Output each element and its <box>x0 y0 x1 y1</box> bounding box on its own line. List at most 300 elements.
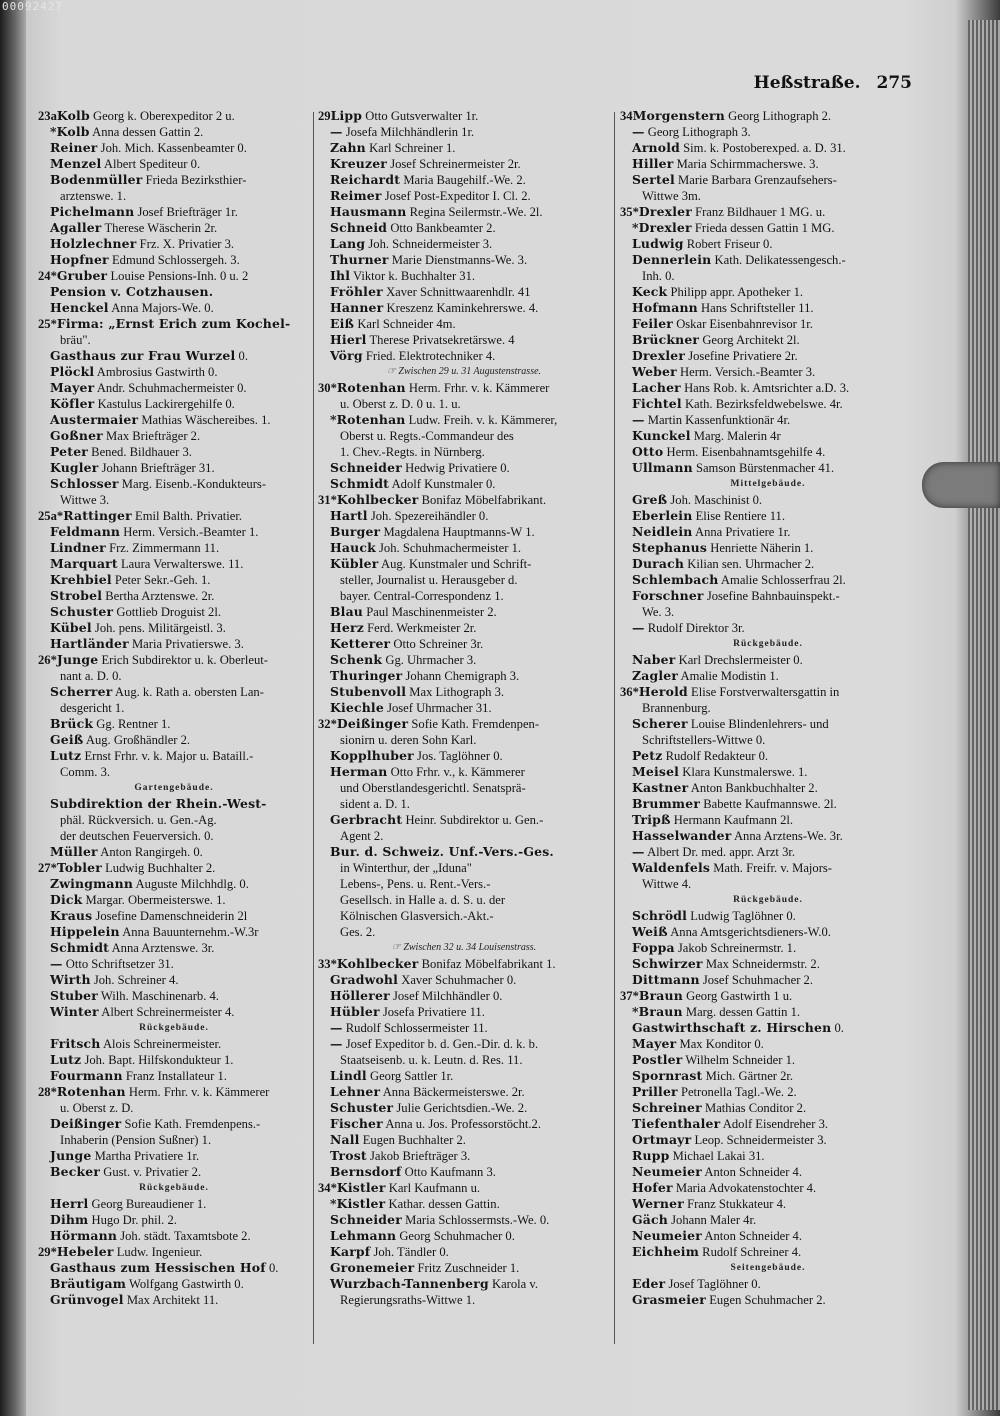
directory-entry <box>38 1164 310 1180</box>
directory-entry <box>318 684 610 700</box>
directory-entry <box>318 556 610 572</box>
section-heading: Rückgebäude. <box>733 895 803 905</box>
resident-details: Georg Lithograph 3. <box>647 125 751 139</box>
resident-name: Priller <box>632 1084 678 1099</box>
resident-name: Hofer <box>632 1180 673 1195</box>
house-number: 36* <box>620 685 639 699</box>
house-number: 31* <box>318 493 337 507</box>
directory-entry <box>620 204 916 220</box>
resident-name: Gronemeier <box>330 1260 415 1275</box>
resident-details: Anna Privatiere 1r. <box>694 525 791 539</box>
directory-entry <box>38 380 310 396</box>
resident-name: Dick <box>50 892 83 907</box>
resident-details: 0. <box>238 349 248 363</box>
directory-entry <box>38 972 310 988</box>
resident-name: Fritsch <box>50 1036 101 1051</box>
resident-name: Kiechle <box>330 700 384 715</box>
resident-details: Heinr. Subdirektor u. Gen.- <box>405 813 544 827</box>
resident-name: Hebeler <box>56 1244 114 1259</box>
entry-continuation: Wittwe 3. <box>60 493 110 507</box>
directory-entry <box>318 412 610 428</box>
resident-details: Adolf Eisendreher 3. <box>722 1117 829 1131</box>
resident-details: Fried. Elektrotechniker 4. <box>365 349 496 363</box>
resident-details: Maria Schirmmacherswe. 3. <box>676 157 819 171</box>
resident-name: *Drexler <box>632 220 692 235</box>
resident-name: Greß <box>632 492 668 507</box>
resident-details: Rudolf Schlossermeister 11. <box>345 1021 488 1035</box>
directory-entry <box>38 796 310 812</box>
directory-entry <box>38 284 310 300</box>
resident-name: *Kistler <box>330 1196 386 1211</box>
directory-entry <box>318 236 610 252</box>
resident-details: Albert Spediteur 0. <box>103 157 201 171</box>
resident-details: Georg Architekt 2l. <box>702 333 800 347</box>
house-number: 37* <box>620 989 639 1003</box>
resident-name: Kunckel <box>632 428 691 443</box>
resident-details: Karl Drechslermeister 0. <box>678 653 803 667</box>
resident-name: Tripß <box>632 812 671 827</box>
resident-details: Georg Lithograph 2. <box>728 109 832 123</box>
resident-details: Josef Briefträger 1r. <box>137 205 238 219</box>
directory-entry <box>620 1020 916 1036</box>
resident-name: Waldenfels <box>632 860 711 875</box>
resident-details: Ludw. Ingenieur. <box>116 1245 203 1259</box>
resident-details: Julie Gerichtsdien.-We. 2. <box>396 1101 528 1115</box>
resident-name: Naber <box>632 652 676 667</box>
resident-details: Johann Chemigraph 3. <box>405 669 520 683</box>
directory-entry <box>38 1196 310 1212</box>
cross-street-note: ☞ Zwischen 29 u. 31 Augustenstrasse. <box>386 366 542 377</box>
directory-entry <box>620 972 916 988</box>
directory-entry <box>318 220 610 236</box>
directory-entry <box>620 1164 916 1180</box>
directory-entry <box>318 1132 610 1148</box>
resident-details: Kathar. dessen Gattin. <box>388 1197 500 1211</box>
resident-name: Herrl <box>50 1196 89 1211</box>
column-right <box>620 108 916 1308</box>
resident-details: Laura Verwalterswe. 11. <box>120 557 244 571</box>
resident-details: Josef Expeditor b. d. Gen.-Dir. d. k. b. <box>345 1037 539 1051</box>
resident-name: Subdirektion der Rhein.-West- <box>50 796 267 811</box>
resident-details: Erich Subdirektor u. k. Oberleut- <box>101 653 268 667</box>
directory-entry <box>38 556 310 572</box>
resident-details: Otto Schriftsetzer 31. <box>65 957 174 971</box>
directory-entry <box>38 732 310 748</box>
resident-name: Müller <box>50 844 98 859</box>
directory-entry <box>620 956 916 972</box>
resident-name: Lindner <box>50 540 106 555</box>
resident-name: Goßner <box>50 428 103 443</box>
resident-details: Josefine Bahnbauinspekt.- <box>706 589 840 603</box>
resident-details: Anna Amtsgerichtsdieners-W.0. <box>670 925 831 939</box>
resident-details: Josefa Milchhändlerin 1r. <box>345 125 475 139</box>
directory-entry <box>620 556 916 572</box>
resident-details: Therese Wäscherin 2r. <box>104 221 218 235</box>
resident-name: Herz <box>330 620 364 635</box>
resident-details: Frz. Zimmermann 11. <box>109 541 220 555</box>
house-number: 29* <box>38 1245 57 1259</box>
resident-name: Gerbracht <box>330 812 403 827</box>
resident-name: Brück <box>50 716 94 731</box>
house-number: 27* <box>38 861 57 875</box>
resident-name: Hippelein <box>50 924 120 939</box>
resident-name: Vörg <box>330 348 363 363</box>
resident-details: Marie Barbara Grenzaufsehers- <box>678 173 837 187</box>
directory-entry <box>620 428 916 444</box>
directory-entry <box>38 860 310 876</box>
resident-details: Hermann Kaufmann 2l. <box>673 813 794 827</box>
directory-entry <box>620 1292 916 1308</box>
resident-name: Bodenmüller <box>50 172 143 187</box>
entry-continuation: nant a. D. 0. <box>60 669 122 683</box>
resident-details: Xaver Schnittwaarenhdlr. 41 <box>386 285 531 299</box>
resident-details: Adolf Kunstmaler 0. <box>391 477 496 491</box>
thumb-index-tab <box>922 462 1000 508</box>
resident-details: 0. <box>834 1021 844 1035</box>
directory-entry <box>318 604 610 620</box>
resident-name: Hanner <box>330 300 384 315</box>
resident-details: Sofie Kath. Fremdenpens.- <box>124 1117 261 1131</box>
directory-entry <box>38 572 310 588</box>
resident-details: Otto Frhr. v., k. Kämmerer <box>390 765 525 779</box>
directory-entry <box>318 620 610 636</box>
resident-name: Lutz <box>50 748 82 763</box>
directory-entry <box>620 940 916 956</box>
directory-entry <box>318 716 610 732</box>
resident-details: Margar. Obermeisterswe. 1. <box>85 893 226 907</box>
resident-details: Otto Schreiner 3r. <box>393 637 484 651</box>
house-number: 26* <box>38 653 57 667</box>
house-number: 35* <box>620 205 639 219</box>
resident-name: Eder <box>632 1276 666 1291</box>
resident-details: Kastulus Lackirergehilfe 0. <box>97 397 235 411</box>
resident-name: — <box>330 124 343 139</box>
resident-details: Josefa Privatiere 11. <box>382 1005 485 1019</box>
directory-entry <box>620 1276 916 1292</box>
directory-entry <box>620 1228 916 1244</box>
directory-entry <box>38 540 310 556</box>
resident-details: Jos. Taglöhner 0. <box>417 749 503 763</box>
directory-entry <box>38 1036 310 1052</box>
entry-continuation: Gesellsch. in Halle a. d. S. u. der <box>340 893 506 907</box>
section-heading: Rückgebäude. <box>139 1023 209 1033</box>
resident-name: Dihm <box>50 1212 89 1227</box>
resident-details: Josef Schuhmacher 2. <box>702 973 813 987</box>
resident-name: Schneider <box>330 1212 402 1227</box>
directory-entry <box>318 1036 610 1052</box>
resident-name: Kübel <box>50 620 92 635</box>
directory-entry <box>620 284 916 300</box>
directory-entry <box>318 748 610 764</box>
directory-entry <box>318 188 610 204</box>
directory-entry <box>38 508 310 524</box>
entry-continuation: Agent 2. <box>340 829 384 843</box>
resident-name: Schneider <box>330 460 402 475</box>
resident-details: Otto Bankbeamter 2. <box>390 221 496 235</box>
directory-entry <box>620 908 916 924</box>
resident-name: Ludwig <box>632 236 684 251</box>
column-middle <box>318 108 610 1308</box>
resident-details: Anna dessen Gattin 2. <box>92 125 204 139</box>
resident-name: Holzlechner <box>50 236 137 251</box>
resident-details: Mathias Conditor 2. <box>705 1101 807 1115</box>
resident-details: Max Schneidermstr. 2. <box>705 957 820 971</box>
resident-name: Reiner <box>50 140 98 155</box>
house-number: 29 <box>318 109 331 123</box>
directory-entry <box>318 1148 610 1164</box>
resident-name: Henckel <box>50 300 109 315</box>
directory-entry <box>38 204 310 220</box>
directory-entry <box>318 252 610 268</box>
resident-details: Kath. Delikatessengesch.- <box>714 253 846 267</box>
resident-details: Louise Blindenlehrers- und <box>690 717 829 731</box>
resident-name: Herman <box>330 764 388 779</box>
directory-entry <box>620 236 916 252</box>
house-number: 34* <box>318 1181 337 1195</box>
resident-name: Ketterer <box>330 636 391 651</box>
directory-entry <box>620 1100 916 1116</box>
resident-name: Geiß <box>50 732 84 747</box>
directory-entry <box>620 124 916 140</box>
resident-details: Martin Kassenfunktionär 4r. <box>647 413 791 427</box>
directory-entry <box>318 268 610 284</box>
directory-entry <box>620 1068 916 1084</box>
resident-details: Maria Baugehilf.-We. 2. <box>403 173 526 187</box>
resident-details: Georg Bureaudiener 1. <box>91 1197 207 1211</box>
directory-entry <box>38 524 310 540</box>
resident-name: *Braun <box>632 1004 683 1019</box>
resident-details: Ludw. Freih. v. k. Kämmerer, <box>408 413 558 427</box>
directory-entry <box>38 412 310 428</box>
resident-name: Gasthaus zur Frau Wurzel <box>50 348 236 363</box>
entry-continuation: der deutschen Feuerversich. 0. <box>60 829 214 843</box>
directory-entry <box>38 428 310 444</box>
directory-entry <box>38 1004 310 1020</box>
directory-entry <box>620 668 916 684</box>
resident-details: Joh. Spezereihändler 0. <box>370 509 489 523</box>
directory-entry <box>318 204 610 220</box>
directory-entry <box>620 300 916 316</box>
resident-name: Wirth <box>50 972 91 987</box>
resident-name: Gradwohl <box>330 972 399 987</box>
resident-name: Marquart <box>50 556 118 571</box>
resident-name: Spornrast <box>632 1068 703 1083</box>
resident-details: Josef Milchhändler 0. <box>392 989 503 1003</box>
directory-entry <box>620 1212 916 1228</box>
resident-name: Nall <box>330 1132 360 1147</box>
resident-details: Joh. Bapt. Hilfskondukteur 1. <box>84 1053 234 1067</box>
resident-name: Trost <box>330 1148 367 1163</box>
resident-name: Lindl <box>330 1068 367 1083</box>
directory-entry <box>38 220 310 236</box>
resident-details: Joh. Schuhmachermeister 1. <box>379 541 522 555</box>
directory-entry <box>38 1084 310 1100</box>
resident-name: Gäch <box>632 1212 668 1227</box>
directory-entry <box>620 1116 916 1132</box>
resident-details: Karl Schreiner 1. <box>369 141 456 155</box>
resident-details: Regina Seilermstr.-We. 2l. <box>409 205 543 219</box>
resident-name: Bur. d. Schweiz. Unf.-Vers.-Ges. <box>330 844 554 859</box>
entry-continuation: in Winterthur, der „Iduna" <box>340 861 472 875</box>
resident-name: Dittmann <box>632 972 700 987</box>
entry-continuation: 1. Chev.-Regts. in Nürnberg. <box>340 445 485 459</box>
directory-entry <box>38 636 310 652</box>
resident-name: Arnold <box>632 140 680 155</box>
resident-name: Austermaier <box>50 412 139 427</box>
directory-entry <box>38 716 310 732</box>
entry-continuation: sident a. D. 1. <box>340 797 410 811</box>
directory-entry <box>318 284 610 300</box>
directory-entry <box>318 492 610 508</box>
directory-entry <box>620 764 916 780</box>
directory-entry <box>318 1260 610 1276</box>
resident-name: Hübler <box>330 1004 380 1019</box>
resident-details: Josef Schreinermeister 2r. <box>390 157 521 171</box>
resident-details: Peter Sekr.-Geh. 1. <box>114 573 211 587</box>
directory-entry <box>620 524 916 540</box>
resident-details: Anna Bäckermeisterswe. 2r. <box>382 1085 525 1099</box>
resident-details: Frieda dessen Gattin 1 MG. <box>694 221 835 235</box>
resident-details: Karola v. <box>492 1277 539 1291</box>
resident-details: Joh. Schneidermeister 3. <box>368 237 493 251</box>
directory-entry <box>318 316 610 332</box>
directory-entry <box>318 1068 610 1084</box>
resident-details: Anton Schneider 4. <box>704 1165 802 1179</box>
resident-details: Eugen Schuhmacher 2. <box>709 1293 826 1307</box>
directory-entry <box>38 300 310 316</box>
resident-details: Otto Gutsverwalter 1r. <box>365 109 479 123</box>
resident-name: Eiß <box>330 316 355 331</box>
resident-name: Kreuzer <box>330 156 388 171</box>
resident-details: Math. Freifr. v. Majors- <box>713 861 832 875</box>
directory-entry <box>38 268 310 284</box>
resident-details: Petronella Tagl.-We. 2. <box>680 1085 797 1099</box>
section-heading: Rückgebäude. <box>733 639 803 649</box>
resident-details: Josefine Damenschneiderin 2l <box>95 909 248 923</box>
entry-continuation: Ges. 2. <box>340 925 376 939</box>
directory-entry <box>620 748 916 764</box>
directory-entry <box>620 1180 916 1196</box>
resident-name: Schwirzer <box>632 956 703 971</box>
entry-continuation: phäl. Rückversich. u. Gen.-Ag. <box>60 813 217 827</box>
resident-name: Kugler <box>50 460 99 475</box>
resident-details: Viktor k. Buchhalter 31. <box>353 269 476 283</box>
directory-entry <box>620 812 916 828</box>
resident-name: Agaller <box>50 220 102 235</box>
directory-entry <box>318 172 610 188</box>
house-number: 30* <box>318 381 337 395</box>
resident-details: Georg Schuhmacher 0. <box>399 1229 515 1243</box>
resident-name: Meisel <box>632 764 680 779</box>
resident-details: Marg. Malerin 4r <box>693 429 781 443</box>
resident-details: Michael Lakai 31. <box>672 1149 765 1163</box>
resident-name: Lacher <box>632 380 681 395</box>
resident-details: Anna u. Jos. Professorstöcht.2. <box>385 1117 541 1131</box>
resident-name: Ullmann <box>632 460 693 475</box>
resident-name: — <box>330 1036 343 1051</box>
resident-details: Gust. v. Privatier 2. <box>103 1165 202 1179</box>
resident-details: Anna Arztens-We. 3r. <box>733 829 843 843</box>
directory-entry <box>38 988 310 1004</box>
resident-details: Georg k. Oberexpeditor 2 u. <box>92 109 235 123</box>
resident-name: Kastner <box>632 780 689 795</box>
directory-entry <box>620 1244 916 1260</box>
resident-details: Joh. Mich. Kassenbeamter 0. <box>100 141 247 155</box>
directory-entry <box>38 1292 310 1308</box>
house-number: 28* <box>38 1085 57 1099</box>
directory-entry <box>620 1148 916 1164</box>
resident-name: Pichelmann <box>50 204 135 219</box>
resident-name: Burger <box>330 524 381 539</box>
directory-entry <box>620 780 916 796</box>
directory-entry <box>38 876 310 892</box>
resident-name: Keck <box>632 284 668 299</box>
directory-entry <box>38 620 310 636</box>
entry-continuation: Wittwe 3m. <box>642 189 701 203</box>
directory-entry <box>38 956 310 972</box>
resident-details: Anna Majors-We. 0. <box>111 301 214 315</box>
resident-name: Kistler <box>336 1180 386 1195</box>
resident-name: Schneid <box>330 220 388 235</box>
resident-name: Fröhler <box>330 284 383 299</box>
resident-details: Wilhelm Schneider 1. <box>685 1053 796 1067</box>
resident-details: Hans Schriftsteller 11. <box>701 301 814 315</box>
resident-name: Werner <box>632 1196 684 1211</box>
directory-entry <box>38 604 310 620</box>
directory-entry <box>38 108 310 124</box>
resident-name: Lehmann <box>330 1228 397 1243</box>
directory-entry <box>620 860 916 876</box>
entry-continuation: Inhaberin (Pension Sußner) 1. <box>60 1133 212 1147</box>
directory-entry <box>620 348 916 364</box>
directory-entry <box>318 1004 610 1020</box>
entry-continuation: und Oberstlandesgerichtl. Senatsprä- <box>340 781 526 795</box>
directory-entry <box>620 1132 916 1148</box>
directory-entry <box>620 140 916 156</box>
resident-name: Mayer <box>50 380 95 395</box>
resident-details: Samson Bürstenmacher 41. <box>695 461 835 475</box>
directory-entry <box>318 108 610 124</box>
resident-name: Hofmann <box>632 300 698 315</box>
directory-entry <box>38 236 310 252</box>
resident-details: Eugen Buchhalter 2. <box>362 1133 466 1147</box>
resident-name: Schmidt <box>330 476 390 491</box>
resident-name: Petz <box>632 748 663 763</box>
directory-entry <box>620 652 916 668</box>
resident-details: Anton Schneider 4. <box>704 1229 802 1243</box>
resident-name: Lang <box>330 236 366 251</box>
resident-name: Schrödl <box>632 908 688 923</box>
resident-name: Hiller <box>632 156 674 171</box>
resident-details: Aug. Großhändler 2. <box>85 733 191 747</box>
resident-details: Mich. Gärtner 2r. <box>705 1069 794 1083</box>
directory-entry <box>38 460 310 476</box>
house-number: 25* <box>38 317 57 331</box>
resident-name: Hopfner <box>50 252 109 267</box>
resident-name: Hausmann <box>330 204 407 219</box>
directory-entry <box>620 988 916 1004</box>
directory-entry <box>38 892 310 908</box>
resident-details: Hedwig Privatiere 0. <box>405 461 510 475</box>
resident-details: Frz. X. Privatier 3. <box>139 237 235 251</box>
resident-details: Elise Forstverwaltersgattin in <box>691 685 840 699</box>
resident-details: Aug. k. Rath a. obersten Lan- <box>114 685 264 699</box>
resident-details: Sofie Kath. Fremdenpen- <box>411 717 540 731</box>
resident-details: Aug. Kunstmaler und Schrift- <box>380 557 532 571</box>
resident-details: Martha Privatiere 1r. <box>94 1149 200 1163</box>
directory-entry <box>38 156 310 172</box>
resident-details: Karl Kaufmann u. <box>388 1181 481 1195</box>
